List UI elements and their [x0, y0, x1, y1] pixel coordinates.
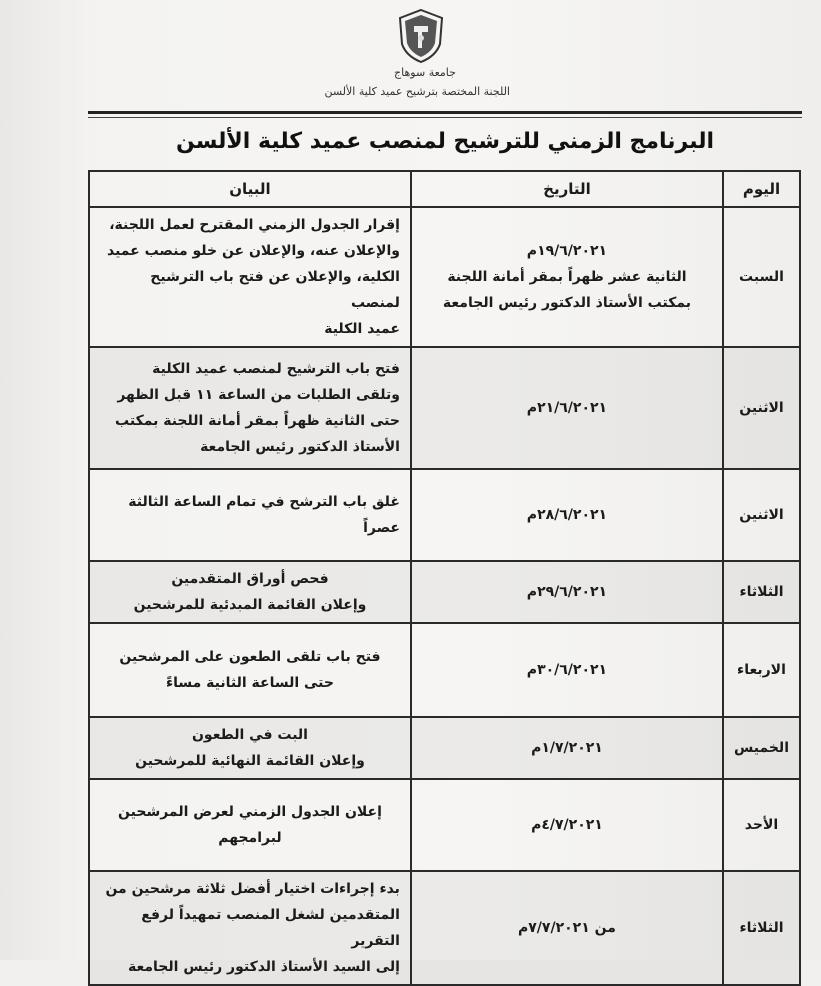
description-cell: [89, 469, 411, 561]
description-line: فحص أوراق المتقدمين: [171, 571, 329, 587]
description-line: وإعلان القائمة النهائية للمرشحين: [135, 753, 365, 769]
day-cell: الخميس: [723, 717, 800, 779]
table-row: [89, 469, 800, 561]
date-cell: [411, 469, 723, 561]
day-cell: الاثنين: [723, 469, 800, 561]
date-line: الثانية عشر ظهراً بمقر أمانة اللجنة: [447, 269, 687, 285]
date-line: ١٩/٦/٢٠٢١م: [526, 243, 608, 259]
day-cell: الاربعاء: [723, 623, 800, 717]
description-line: عميد الكلية: [324, 321, 400, 337]
day-cell: الأحد: [723, 779, 800, 871]
description-line: الكلية، والإعلان عن فتح باب الترشيح لمنصب: [150, 269, 400, 311]
description-cell: [89, 623, 411, 717]
university-name: جامعة سوهاج: [394, 66, 456, 79]
date-line: ١/٧/٢٠٢١م: [531, 740, 603, 756]
description-line: البت في الطعون: [191, 727, 308, 743]
description-cell: [89, 347, 411, 469]
column-header-date: التاريخ: [411, 171, 723, 207]
description-line: فتح باب الترشيح لمنصب عميد الكلية: [152, 361, 400, 377]
table-header-row: [89, 171, 800, 207]
description-cell: [89, 207, 411, 347]
column-header-day: اليوم: [723, 171, 800, 207]
date-line: ٤/٧/٢٠٢١م: [531, 817, 603, 833]
date-cell: [411, 779, 723, 871]
description-cell: [89, 717, 411, 779]
date-line: ٣٠/٦/٢٠٢١م: [526, 662, 608, 678]
description-line: بدء إجراءات اختيار أفضل ثلاثة مرشحين من: [105, 881, 400, 897]
table-row: [89, 779, 800, 871]
description-line: والإعلان عنه، والإعلان عن خلو منصب عميد: [106, 243, 400, 259]
description-line: إعلان الجدول الزمني لعرض المرشحين: [118, 804, 382, 820]
date-line: بمكتب الأستاذ الدكتور رئيس الجامعة: [442, 295, 691, 311]
description-line: فتح باب تلقى الطعون على المرشحين: [119, 649, 381, 665]
description-line: إلى السيد الأستاذ الدكتور رئيس الجامعة: [127, 959, 400, 975]
date-cell: [411, 717, 723, 779]
description-line: الأستاذ الدكتور رئيس الجامعة: [200, 439, 400, 455]
header-divider-thick: [88, 111, 802, 114]
description-line: وإعلان القائمة المبدئية للمرشحين: [133, 597, 367, 613]
description-line: لبرامجهم: [218, 830, 282, 846]
table-row: [89, 347, 800, 469]
committee-name: اللجنة المختصة بترشيح عميد كلية الألسن: [324, 85, 510, 98]
document-title: البرنامج الزمني للترشيح لمنصب عميد كلية الألسن: [175, 129, 715, 154]
schedule-table: [88, 170, 801, 986]
description-line: حتى الساعة الثانية مساءً: [165, 675, 334, 691]
date-cell: [411, 561, 723, 623]
table-row: [89, 871, 800, 985]
date-cell: [411, 623, 723, 717]
description-line: وتلقى الطلبات من الساعة ١١ قبل الظهر: [117, 387, 400, 403]
date-line: من ٧/٧/٢٠٢١م: [518, 920, 616, 936]
date-cell: [411, 347, 723, 469]
column-header-description: البيان: [89, 171, 411, 207]
description-cell: [89, 561, 411, 623]
date-line: ٢٩/٦/٢٠٢١م: [526, 584, 608, 600]
day-cell: الاثنين: [723, 347, 800, 469]
day-cell: السبت: [723, 207, 800, 347]
day-cell: الثلاثاء: [723, 871, 800, 985]
date-line: ٢٨/٦/٢٠٢١م: [526, 507, 608, 523]
table-row: [89, 561, 800, 623]
description-cell: [89, 779, 411, 871]
table-row: [89, 207, 800, 347]
date-line: ٢١/٦/٢٠٢١م: [526, 400, 608, 416]
date-cell: [411, 207, 723, 347]
description-line: إقرار الجدول الزمني المقترح لعمل اللجنة،: [109, 217, 400, 233]
date-cell: [411, 871, 723, 985]
table-row: [89, 717, 800, 779]
day-cell: الثلاثاء: [723, 561, 800, 623]
description-line: حتى الثانية ظهراً بمقر أمانة اللجنة بمكتب: [115, 413, 400, 429]
table-row: [89, 623, 800, 717]
description-line: المتقدمين لشغل المنصب تمهيداً لرفع التقرير: [141, 907, 400, 949]
header-divider-thin: [88, 117, 802, 118]
university-seal-logo: [396, 8, 446, 64]
description-cell: [89, 871, 411, 985]
description-line: غلق باب الترشح في تمام الساعة الثالثة عصراً: [128, 494, 400, 536]
